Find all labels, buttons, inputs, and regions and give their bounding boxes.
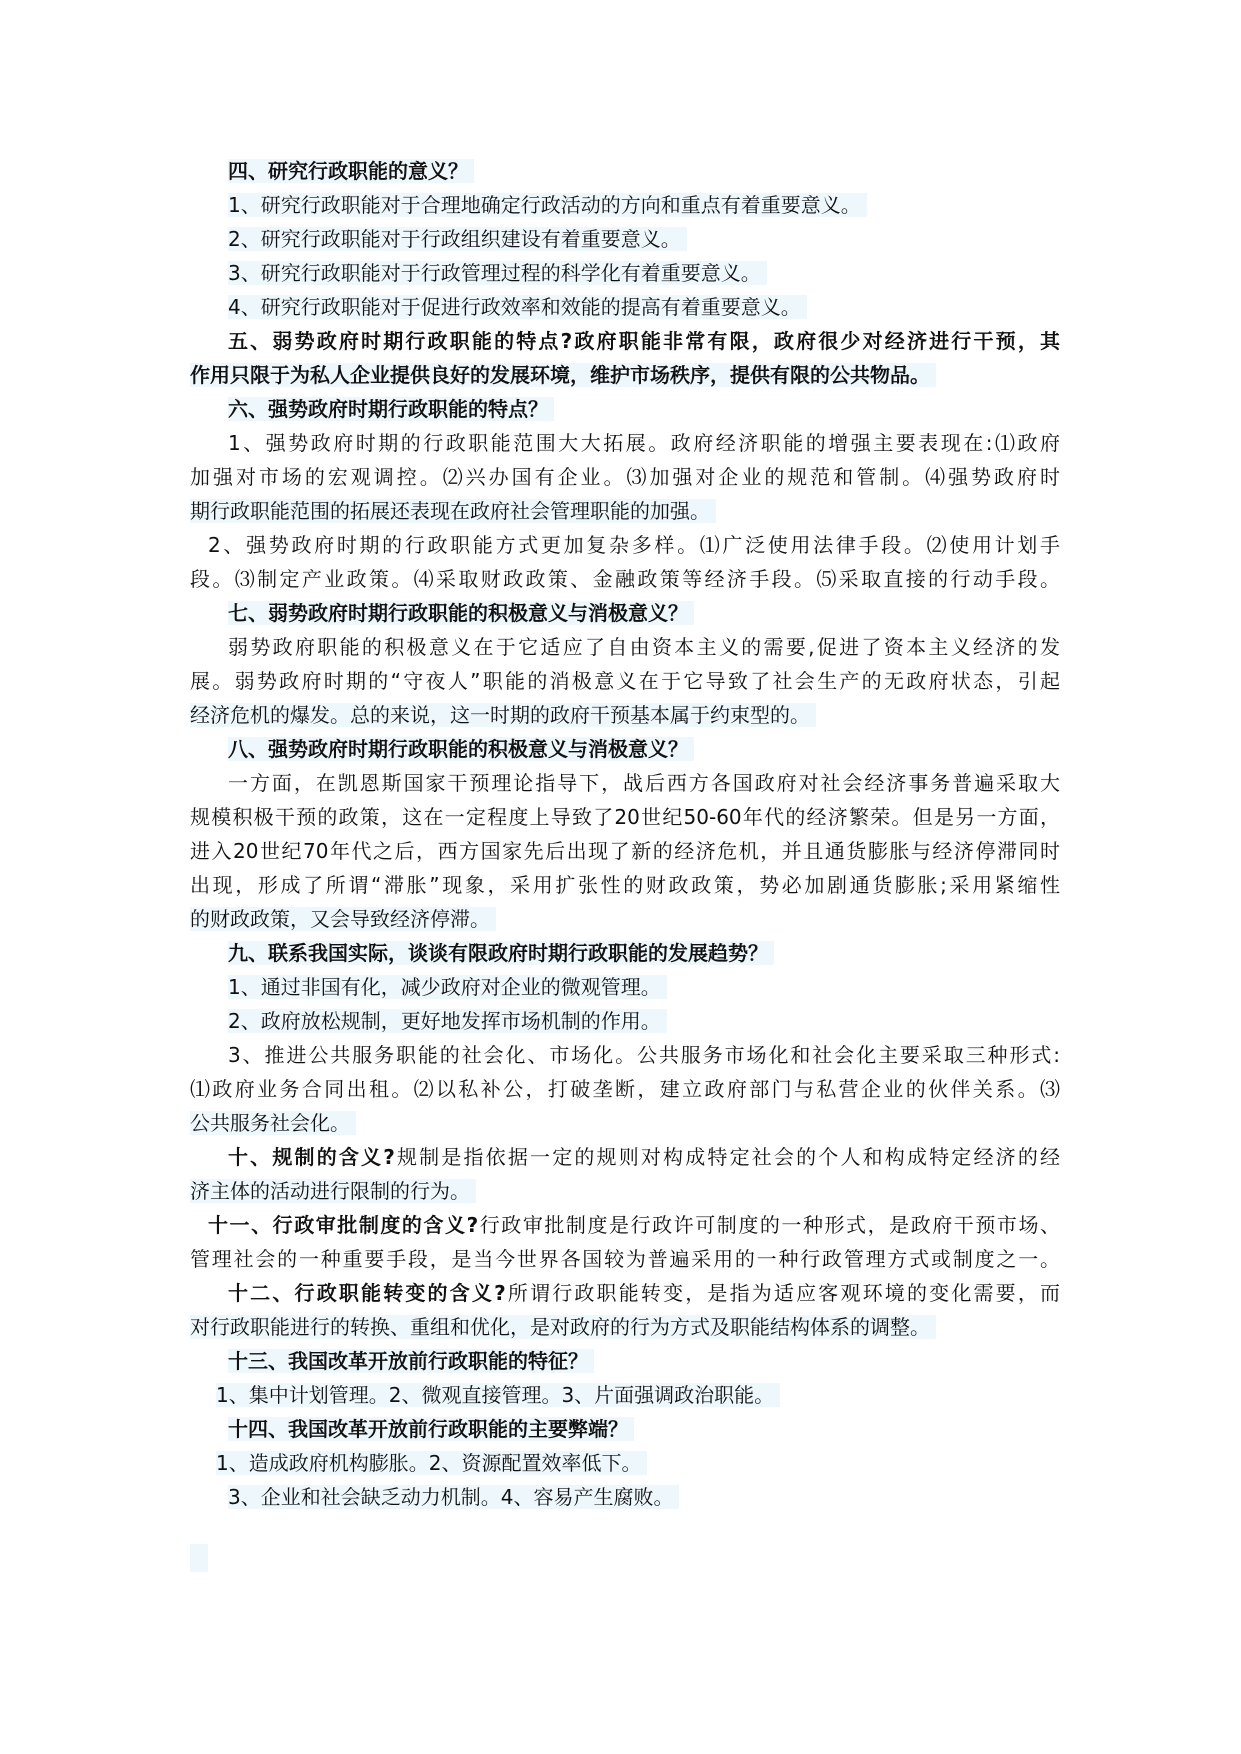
section-11-line-1 — [190, 1208, 1060, 1242]
section-8-line-1: 一方面，在凯恩斯国家干预理论指导下，战后西方各国政府对社会经济事务普遍采取大 — [228, 771, 1060, 795]
section-11-text: 行政审批制度是行政许可制度的一种形式，是政府干预市场、 — [478, 1213, 1060, 1237]
section-14-heading: 十四、我国改革开放前行政职能的主要弊端？ — [190, 1412, 1060, 1446]
trailing-highlight-mark — [190, 1544, 208, 1572]
section-11-heading: 十一、行政审批制度的含义? — [208, 1213, 479, 1237]
section-9-p3-line-1: 3、推进公共服务职能的社会化、市场化。公共服务市场化和社会化主要采取三种形式: — [228, 1043, 1060, 1067]
section-8-line-2: 规模积极干预的政策，这在一定程度上导致了20世纪50-60年代的经济繁荣。但是另一方面， — [190, 805, 1060, 829]
section-13-item-1: 1、集中计划管理。2、微观直接管理。3、片面强调政治职能。 — [190, 1378, 1060, 1412]
section-4-item-3: 3、研究行政职能对于行政管理过程的科学化有着重要意义。 — [190, 256, 1060, 290]
section-4-item-2: 2、研究行政职能对于行政组织建设有着重要意义。 — [190, 222, 1060, 256]
section-8-line-5: 的财政政策，又会导致经济停滞。 — [190, 902, 1060, 936]
section-9-item-2: 2、政府放松规制，更好地发挥市场机制的作用。 — [190, 1004, 1060, 1038]
document-page — [190, 154, 1060, 1514]
section-10-line-2: 济主体的活动进行限制的行为。 — [190, 1174, 1060, 1208]
section-12-text: 所谓行政职能转变，是指为适应客观环境的变化需要，而 — [505, 1281, 1061, 1305]
section-6-p2-line-2: 段。⑶制定产业政策。⑷采取财政政策、金融政策等经济手段。⑸采取直接的行动手段。 — [190, 567, 1060, 591]
section-4-heading: 四、研究行政职能的意义？ — [190, 154, 1060, 188]
section-10-text: 规制是指依据一定的规则对构成特定社会的个人和构成特定经济的经 — [394, 1145, 1060, 1169]
section-9-item-1: 1、通过非国有化，减少政府对企业的微观管理。 — [190, 970, 1060, 1004]
section-7-line-3: 经济危机的爆发。总的来说，这一时期的政府干预基本属于约束型的。 — [190, 698, 1060, 732]
section-10-heading: 十、规制的含义? — [228, 1145, 395, 1169]
section-14-item-2: 3、企业和社会缺乏动力机制。4、容易产生腐败。 — [190, 1480, 1060, 1514]
section-12-line-1 — [190, 1276, 1060, 1310]
section-5-line-1: 五、弱势政府时期行政职能的特点?政府职能非常有限，政府很少对经济进行干预，其 — [228, 329, 1060, 353]
section-8-line-3: 进入20世纪70年代之后，西方国家先后出现了新的经济危机，并且通货膨胀与经济停滞同时 — [190, 839, 1060, 863]
section-6-p2-line-1: 2、强势政府时期的行政职能方式更加复杂多样。⑴广泛使用法律手段。⑵使用计划手 — [208, 533, 1060, 557]
section-7-line-1: 弱势政府职能的积极意义在于它适应了自由资本主义的需要,促进了资本主义经济的发 — [228, 635, 1060, 659]
section-6-p1-line-3: 期行政职能范围的拓展还表现在政府社会管理职能的加强。 — [190, 494, 1060, 528]
section-9-heading: 九、联系我国实际，谈谈有限政府时期行政职能的发展趋势？ — [190, 936, 1060, 970]
section-8-line-4: 出现，形成了所谓“滞胀”现象，采用扩张性的财政政策，势必加剧通货膨胀;采用紧缩性 — [190, 873, 1060, 897]
section-8-heading: 八、强势政府时期行政职能的积极意义与消极意义？ — [190, 732, 1060, 766]
section-12-line-2: 对行政职能进行的转换、重组和优化，是对政府的行为方式及职能结构体系的调整。 — [190, 1310, 1060, 1344]
section-4-item-1: 1、研究行政职能对于合理地确定行政活动的方向和重点有着重要意义。 — [190, 188, 1060, 222]
section-7-heading: 七、弱势政府时期行政职能的积极意义与消极意义？ — [190, 596, 1060, 630]
section-9-p3-line-3: 公共服务社会化。 — [190, 1106, 1060, 1140]
section-14-item-1: 1、造成政府机构膨胀。2、资源配置效率低下。 — [190, 1446, 1060, 1480]
section-6-heading: 六、强势政府时期行政职能的特点？ — [190, 392, 1060, 426]
section-7-line-2: 展。弱势政府时期的“守夜人”职能的消极意义在于它导致了社会生产的无政府状态，引起 — [190, 669, 1060, 693]
section-13-heading: 十三、我国改革开放前行政职能的特征？ — [190, 1344, 1060, 1378]
section-9-p3-line-2: ⑴政府业务合同出租。⑵以私补公，打破垄断，建立政府部门与私营企业的伙伴关系。⑶ — [190, 1077, 1060, 1101]
section-5-line-2: 作用只限于为私人企业提供良好的发展环境，维护市场秩序，提供有限的公共物品。 — [190, 358, 1060, 392]
section-10-line-1 — [190, 1140, 1060, 1174]
section-11-line-2: 管理社会的一种重要手段，是当今世界各国较为普遍采用的一种行政管理方式或制度之一。 — [190, 1247, 1060, 1271]
section-6-p1-line-2: 加强对市场的宏观调控。⑵兴办国有企业。⑶加强对企业的规范和管制。⑷强势政府时 — [190, 465, 1060, 489]
section-6-p1-line-1: 1、强势政府时期的行政职能范围大大拓展。政府经济职能的增强主要表现在:⑴政府 — [228, 431, 1060, 455]
section-4-item-4: 4、研究行政职能对于促进行政效率和效能的提高有着重要意义。 — [190, 290, 1060, 324]
section-12-heading: 十二、行政职能转变的含义? — [228, 1281, 506, 1305]
